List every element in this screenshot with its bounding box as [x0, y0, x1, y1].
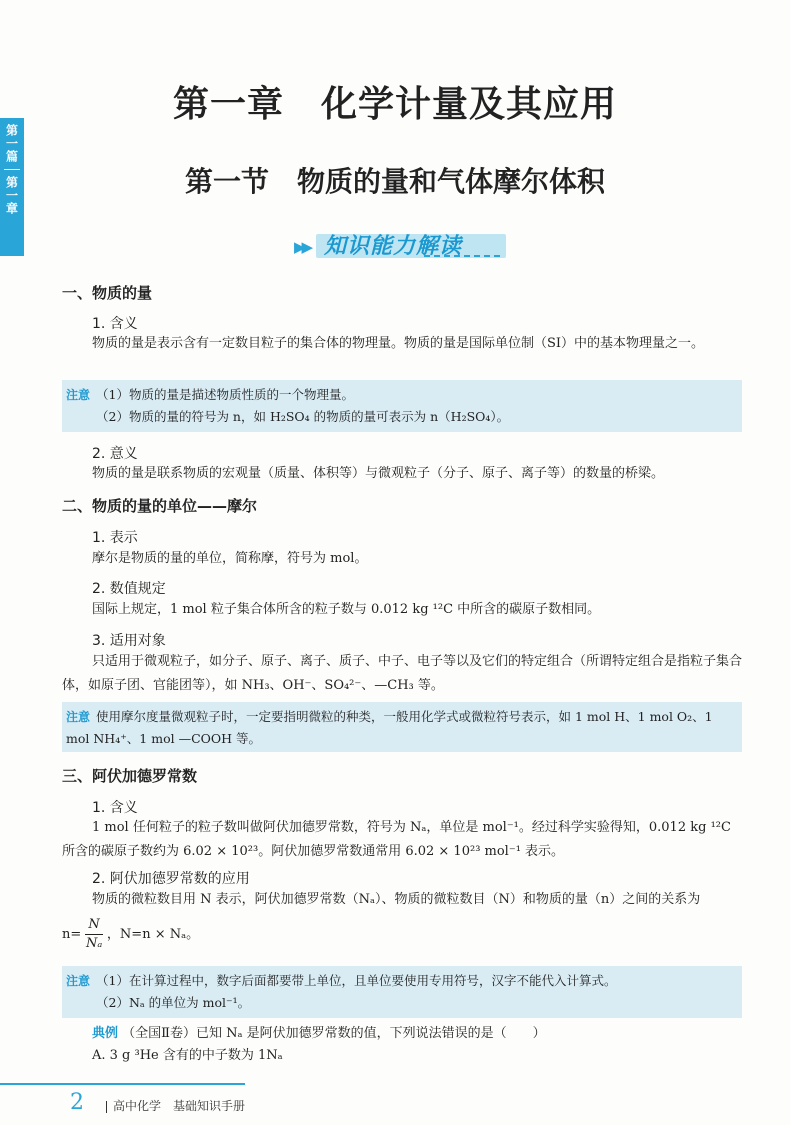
note-box [62, 966, 742, 1018]
paragraph: 只适用于微观粒子，如分子、原子、离子、质子、中子、电子等以及它们的特定组合（所谓特定组合是指粒子集合体，如原子团、官能团等），如 NH₃、OH⁻、SO₄²⁻、—CH₃ 等。 [62, 654, 743, 693]
subheading: 2. 数值规定 [92, 581, 166, 597]
note-tag: 注意 [66, 388, 91, 402]
section-heading-1: 一、物质的量 [62, 284, 153, 302]
note-box [62, 380, 742, 432]
note-text: （2）Nₐ 的单位为 mol⁻¹。 [96, 995, 251, 1010]
double-arrow-icon: ▶▶ [294, 238, 310, 256]
option-a: A. 3 g ³He 含有的中子数为 1Nₐ [92, 1048, 283, 1063]
subheading: 2. 意义 [92, 446, 138, 462]
book-title: 高中化学 基础知识手册 [113, 1099, 246, 1113]
example [92, 1022, 742, 1046]
subheading: 2. 阿伏加德罗常数的应用 [92, 871, 250, 887]
subheading: 1. 含义 [92, 316, 138, 332]
section-heading-3: 三、阿伏加德罗常数 [62, 767, 198, 785]
side-tab-part: 第一篇 [4, 124, 19, 163]
formula-lhs: n= [62, 927, 82, 942]
paragraph: 国际上规定，1 mol 粒子集合体所含的粒子数与 0.012 kg ¹²C 中所含的碳原子数相同。 [92, 602, 601, 617]
note-text: （2）物质的量的符号为 n，如 H₂SO₄ 的物质的量可表示为 n（H₂SO₄）。 [96, 409, 510, 424]
paragraph: 摩尔是物质的量的单位，简称摩，符号为 mol。 [92, 551, 368, 566]
fraction-denominator: Nₐ [85, 936, 103, 951]
section-heading-2: 二、物质的量的单位——摩尔 [62, 497, 258, 515]
paragraph: 物质的量是联系物质的宏观量（质量、体积等）与微观粒子（分子、原子、离子等）的数量的桥梁。 [92, 466, 665, 481]
paragraph: 物质的微粒数目用 N 表示，阿伏加德罗常数（Nₐ）、物质的微粒数目（N）和物质的量（n）之间的关系为 [92, 892, 701, 907]
formula [62, 916, 199, 953]
footer-line [0, 1083, 245, 1085]
paragraph: 1 mol 任何粒子的粒子数叫做阿伏加德罗常数，符号为 Nₐ，单位是 mol⁻¹。经过科学实验得知，0.012 kg ¹²C 所含的碳原子数约为 6.02 × 10²³。阿伏加德罗常数通常用 6.02 × 10²³ mol⁻¹ 表示。 [62, 820, 731, 859]
fraction-numerator: N [85, 916, 102, 935]
note-tag: 注意 [66, 710, 91, 724]
formula-rest: ，N=n × Nₐ。 [106, 927, 200, 942]
knowledge-banner [294, 228, 510, 264]
chapter-title: 第一章 化学计量及其应用 [172, 84, 617, 125]
example-question: （全国Ⅱ卷）已知 Nₐ 是阿伏加德罗常数的值，下列说法错误的是（ ） [122, 1026, 546, 1041]
fraction [85, 916, 102, 953]
note-box [62, 702, 742, 752]
footer-book-title [106, 1097, 245, 1114]
banner-label: 知识能力解读 [324, 234, 463, 259]
example-tag: 典例 [92, 1026, 119, 1041]
note-text: （1）在计算过程中，数字后面都要带上单位，且单位要使用专用符号，汉字不能代入计算式。 [96, 973, 617, 988]
subheading: 3. 适用对象 [92, 633, 166, 649]
page-number: 2 [70, 1090, 84, 1115]
subheading: 1. 表示 [92, 530, 138, 546]
note-text: （1）物质的量是描述物质性质的一个物理量。 [96, 387, 354, 402]
side-tab-chapter: 第一章 [4, 176, 19, 215]
section-title: 第一节 物质的量和气体摩尔体积 [184, 165, 605, 198]
note-text: 使用摩尔度量微观粒子时，一定要指明微粒的种类，一般用化学式或微粒符号表示，如 1 mol H、1 mol O₂、1 mol NH₄⁺、1 mol —COOH 等。 [66, 709, 713, 746]
subheading: 1. 含义 [92, 800, 138, 816]
note-tag: 注意 [66, 974, 91, 988]
paragraph: 物质的量是表示含有一定数目粒子的集合体的物理量。物质的量是国际单位制（SI）中的基本物理量之一。 [92, 336, 705, 351]
